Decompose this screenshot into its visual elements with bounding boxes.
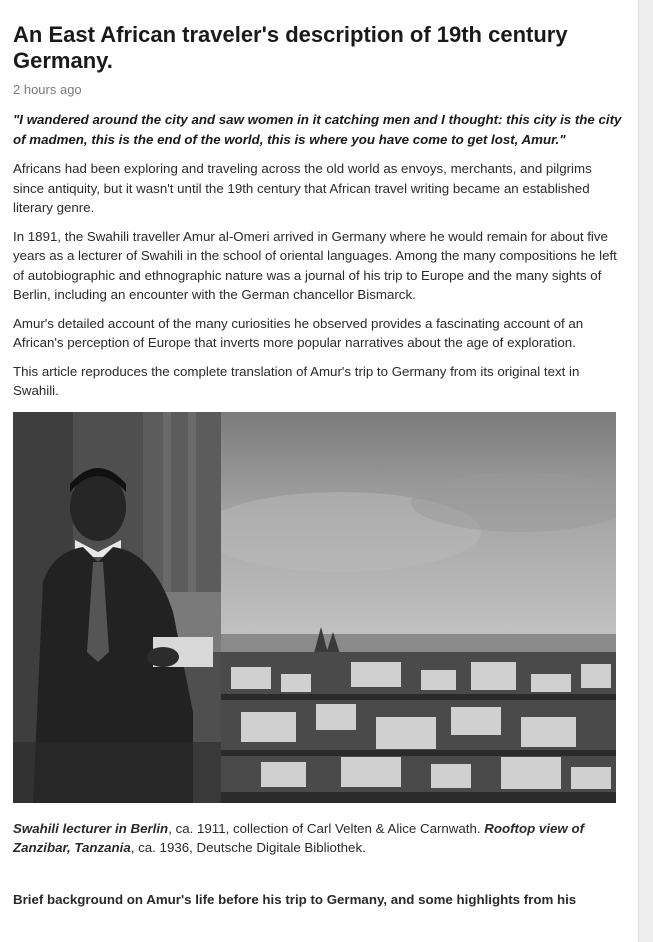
- article-next-heading: Brief background on Amur's life before his trip to Germany, and some highlights from his: [13, 891, 577, 907]
- article-quote: "I wandered around the city and saw women in it catching men and I thought: this city is the city of madmen, this is the end of the world, this is where you have come to get lost, Amur.": [13, 112, 622, 147]
- article-paragraph-4: This article reproduces the complete translation of Amur's trip to Germany from its original text in Swahili.: [13, 363, 580, 398]
- caption-portrait-title: Swahili lecturer in Berlin: [13, 820, 169, 836]
- article-figure: [13, 412, 616, 803]
- figure-caption: [13, 819, 625, 858]
- article-timestamp: 2 hours ago: [13, 82, 82, 97]
- article-title: An East African traveler's description of 19th century Germany.: [13, 22, 568, 73]
- article-paragraph-3: Amur's detailed account of the many curiosities he observed provides a fascinating account of an African's perception of Europe that inverts more popular narratives about the age of exploration.: [13, 315, 584, 350]
- caption-portrait-credit: , ca. 1911, collection of Carl Velten & Alice Carnwath.: [168, 820, 485, 836]
- caption-rooftop-title: Rooftop view of Zanzibar, Tanzania: [13, 820, 584, 855]
- portrait-photo: [13, 412, 221, 803]
- zanzibar-rooftop-photo: [221, 412, 616, 803]
- caption-rooftop-credit: , ca. 1936, Deutsche Digitale Bibliothek.: [130, 840, 366, 855]
- portrait-photo-art: [13, 412, 221, 803]
- article-paragraph-1: Africans had been exploring and traveling across the old world as envoys, merchants, and pilgrims since antiquity, but it wasn't until the 19th century that African travel writing became an established literary genre.: [13, 161, 592, 215]
- zanzibar-photo-art: [221, 412, 616, 803]
- article-paragraph-2: In 1891, the Swahili traveller Amur al-Omeri arrived in Germany where he would remain for about five years as a lecturer of Swahili in the school of oriental languages. Among the many compositions he left of autobiographic and ethnographic nature was a journal of his trip to Europe and the many sights of Berlin, including an encounter with the German chancellor Bismarck.: [13, 228, 617, 302]
